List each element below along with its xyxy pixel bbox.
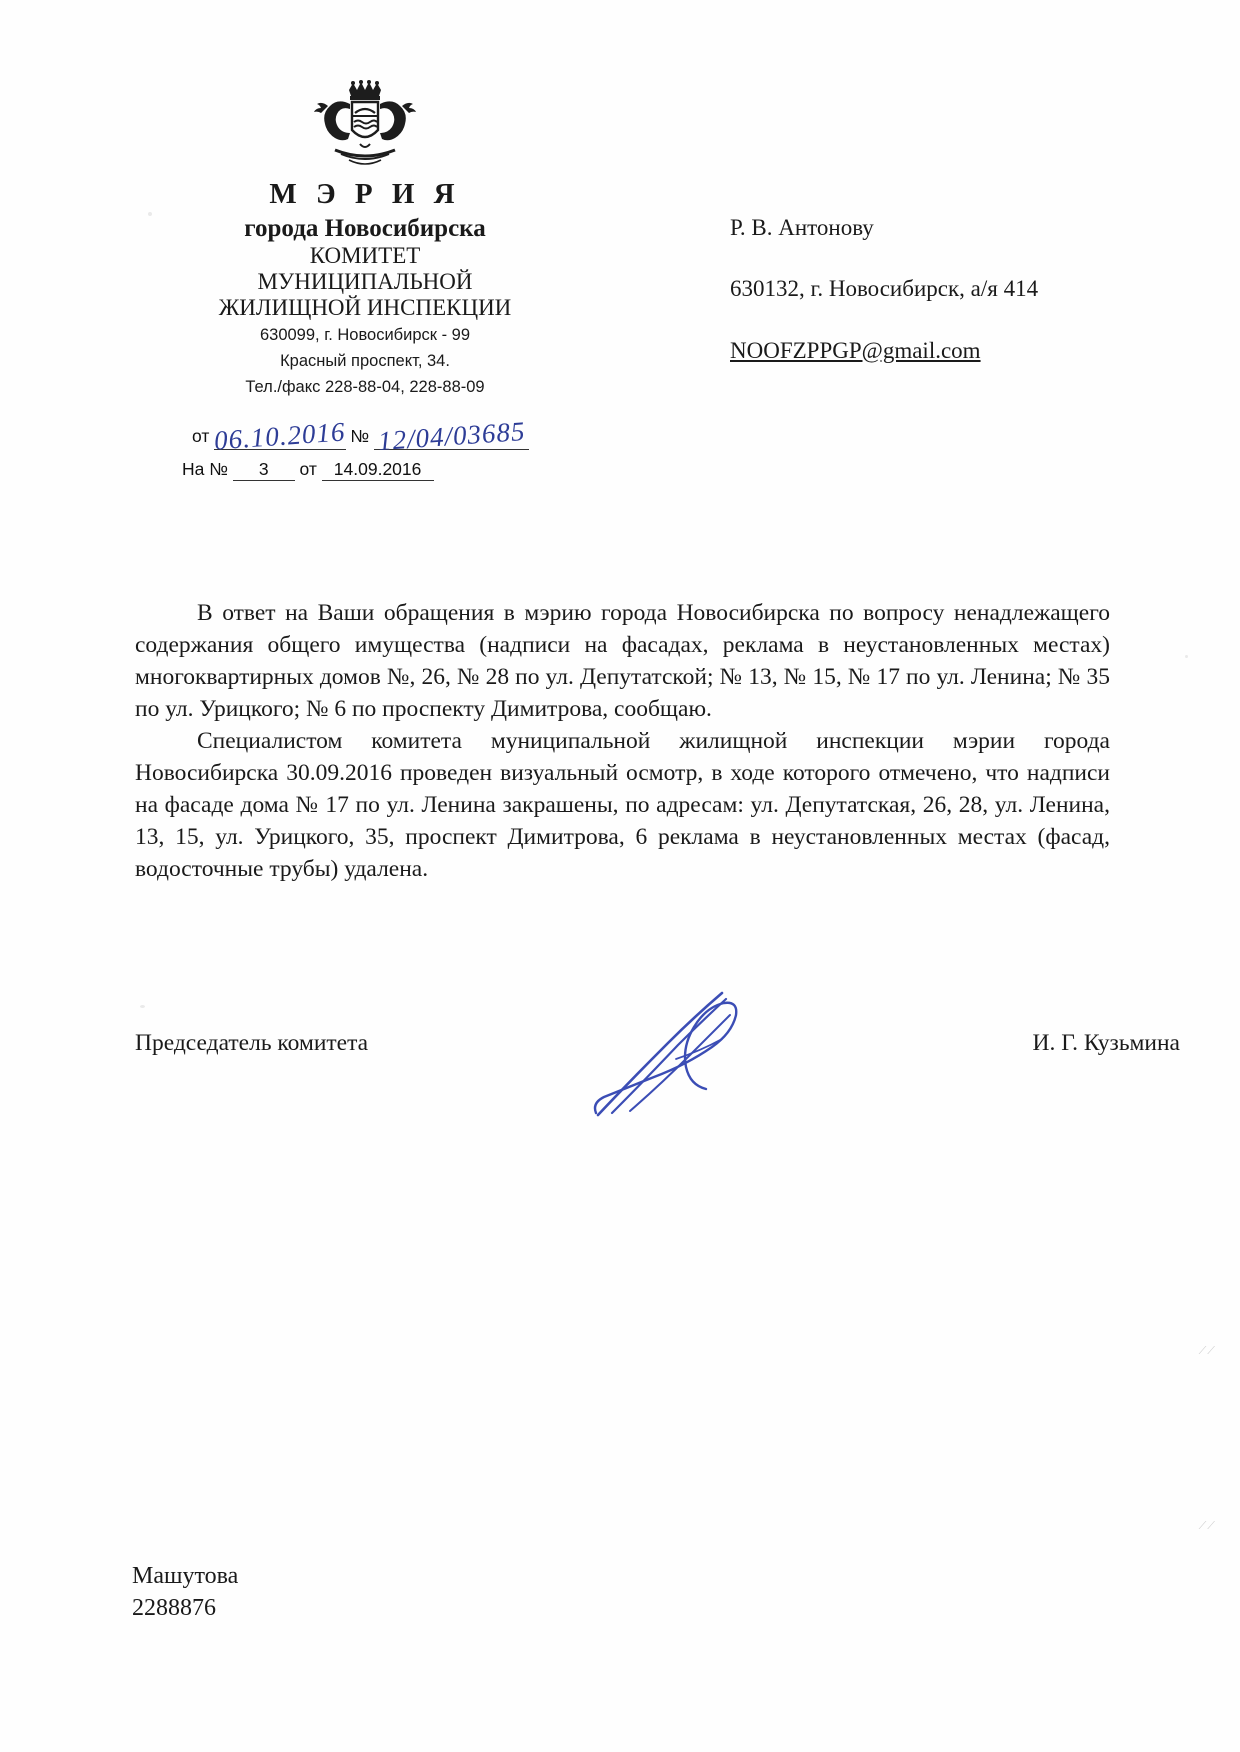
signature-row: [135, 1030, 1180, 1057]
body-paragraph-2: Специалистом комитета муниципальной жилищной инспекции мэрии города Новосибирска 30.09.2016 проведен визуальный осмотр, в ходе которого отмечено, что надписи на фасаде дома № 17 по ул. Ленина закрашены, по адресам: ул. Депутатская, 26, 28, ул. Ленина, 13, 15, ул. Урицкого, 35, проспект Димитрова, 6 реклама в неустановленных местах (фасад, водосточные трубы) удалена.: [135, 727, 1110, 882]
org-address-line-1: 630099, г. Новосибирск - 99: [259, 326, 471, 345]
scan-speckle: [1185, 655, 1188, 658]
addressee-postal-address: 630132, г. Новосибирск, а/я 414: [730, 276, 1039, 302]
incoming-date-value: 14.09.2016: [322, 459, 434, 481]
scan-edge-mark: ⟋⟋: [1198, 1520, 1216, 1532]
coat-of-arms-icon: [305, 80, 425, 172]
org-dept-line-2: МУНИЦИПАЛЬНОЙ: [257, 268, 473, 294]
scan-edge-mark: ⟋⟋: [1198, 1345, 1216, 1357]
executor-block: [132, 1560, 238, 1625]
outgoing-reference-line: [192, 415, 529, 457]
outgoing-number-value-field: 12/04/03685: [374, 418, 529, 450]
org-address-line-3: Тел./факс 228-88-04, 228-88-09: [245, 378, 485, 397]
incoming-number-label: На №: [182, 459, 229, 479]
incoming-reference-line: [182, 459, 434, 481]
outgoing-date-value-field: 06.10.2016: [213, 416, 347, 456]
outgoing-number-label: №: [350, 426, 370, 446]
signer-position: Председатель комитета: [135, 1030, 369, 1056]
executor-phone: 2288876: [132, 1595, 216, 1622]
addressee-name: Р. В. Антонову: [730, 215, 874, 240]
letterhead: [150, 80, 580, 399]
body-paragraph-1: В ответ на Ваши обращения в мэрию города Новосибирска по вопросу ненадлежащего содержания общего имущества (надписи на фасадах, реклама в неустановленных местах) многоквартирных домов №, 26, № 28 по ул. Депутатской; № 13, № 15, № 17 по ул. Ленина; № 35 по ул. Урицкого; № 6 по проспекту Димитрова, сообщаю.: [135, 600, 1110, 722]
scan-speckle: [140, 1005, 145, 1008]
signer-name: И. Г. Кузьмина: [1032, 1030, 1180, 1056]
org-city: города Новосибирска: [244, 215, 486, 242]
incoming-date-label: от: [299, 459, 317, 479]
org-address-line-2: Красный проспект, 34.: [280, 352, 450, 371]
addressee-email-link[interactable]: NOOFZPPGP@gmail.com: [730, 337, 981, 363]
executor-name: Машутова: [132, 1563, 239, 1589]
org-dept-line-1: КОМИТЕТ: [309, 243, 421, 268]
org-title: М Э Р И Я: [269, 178, 461, 210]
letter-body: [135, 598, 1110, 886]
incoming-number-value: 3: [233, 459, 295, 481]
outgoing-date-label: от: [192, 426, 210, 446]
addressee-block: [730, 215, 1170, 399]
handwritten-signature-icon: [590, 985, 850, 1145]
addressee-email[interactable]: [730, 338, 1170, 363]
org-dept-line-3: ЖИЛИЩНОЙ ИНСПЕКЦИИ: [218, 294, 512, 320]
